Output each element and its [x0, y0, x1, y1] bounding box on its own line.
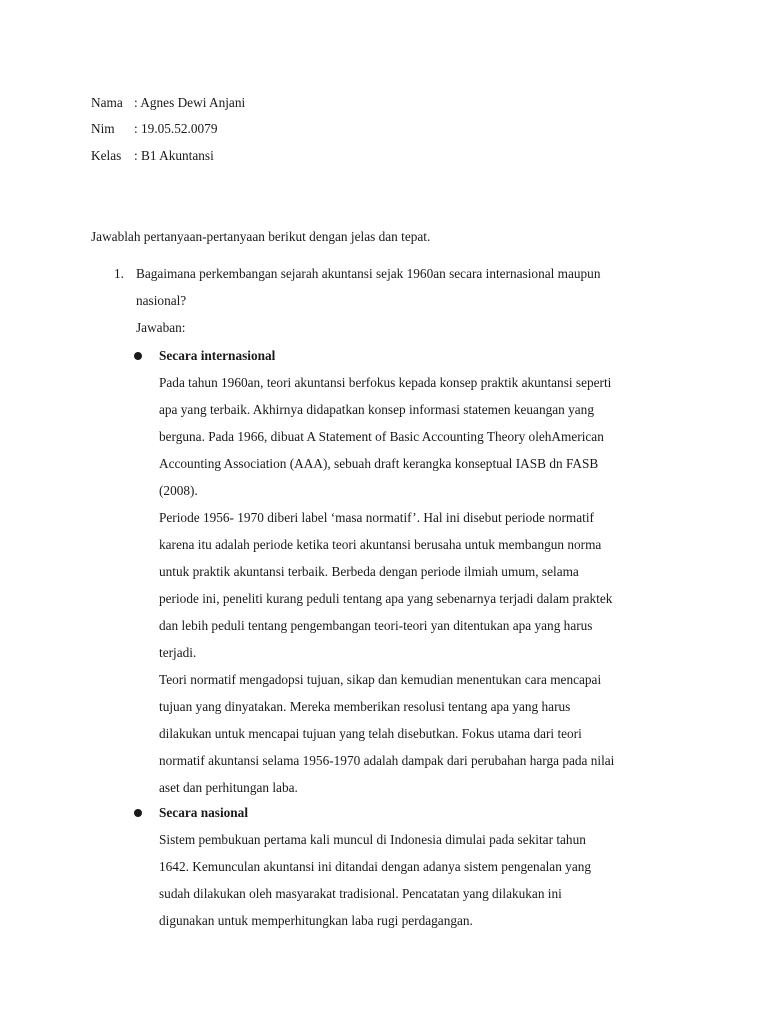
paragraph-line: aset dan perhitungan laba. — [159, 780, 298, 795]
question-line: nasional? — [136, 293, 187, 308]
question-number: 1. — [114, 266, 124, 281]
paragraph-line: normatif akuntansi selama 1956-1970 adalah dampak dari perubahan harga pada nilai — [159, 753, 615, 768]
paragraph-line: Pada tahun 1960an, teori akuntansi berfokus kepada konsep praktik akuntansi seperti — [159, 375, 612, 390]
nim-value: : 19.05.52.0079 — [134, 121, 218, 136]
paragraph-line: terjadi. — [159, 645, 197, 660]
student-class-row — [91, 146, 214, 166]
kelas-value: : B1 Akuntansi — [134, 148, 214, 163]
paragraph-line: karena itu adalah periode ketika teori akuntansi berusaha untuk membangun norma — [159, 537, 602, 552]
name-label: Nama — [91, 95, 123, 110]
paragraph-line: Teori normatif mengadopsi tujuan, sikap dan kemudian menentukan cara mencapai — [159, 672, 602, 687]
paragraph-line: Periode 1956- 1970 diberi label ‘masa normatif’. Hal ini disebut periode normatif — [159, 510, 594, 525]
nim-label: Nim — [91, 121, 115, 136]
section-heading-national: Secara nasional — [159, 805, 249, 820]
student-nim-row — [91, 119, 217, 139]
paragraph-line: dilakukan untuk mencapai tujuan yang telah disebutkan. Fokus utama dari teori — [159, 726, 582, 741]
name-value: : Agnes Dewi Anjani — [134, 95, 246, 110]
paragraph-line: Sistem pembukuan pertama kali muncul di Indonesia dimulai pada sekitar tahun — [159, 832, 586, 847]
paragraph-line: apa yang terbaik. Akhirnya didapatkan konsep informasi statemen keuangan yang — [159, 402, 594, 417]
paragraph-line: digunakan untuk memperhitungkan laba rugi perdagangan. — [159, 913, 473, 928]
paragraph-line: berguna. Pada 1966, dibuat A Statement of Basic Accounting Theory olehAmerican — [159, 429, 604, 444]
section-heading-international: Secara internasional — [159, 348, 276, 363]
question-line: Bagaimana perkembangan sejarah akuntansi sejak 1960an secara internasional maupun — [136, 266, 601, 281]
bullet-icon — [134, 809, 142, 817]
paragraph-line: periode ini, peneliti kurang peduli tentang apa yang sebenarnya terjadi dalam praktek — [159, 591, 613, 606]
paragraph-line: untuk praktik akuntansi terbaik. Berbeda dengan periode ilmiah umum, selama — [159, 564, 579, 579]
paragraph-line: Accounting Association (AAA), sebuah draft kerangka konseptual IASB dn FASB — [159, 456, 599, 471]
paragraph-line: dan lebih peduli tentang pengembangan teori-teori yan ditentukan apa yang harus — [159, 618, 593, 633]
answer-label: Jawaban: — [136, 320, 186, 335]
paragraph-line: tujuan yang dinyatakan. Mereka memberikan resolusi tentang apa yang harus — [159, 699, 571, 714]
kelas-label: Kelas — [91, 148, 122, 163]
paragraph-line: 1642. Kemunculan akuntansi ini ditandai dengan adanya sistem pengenalan yang — [159, 859, 592, 874]
bullet-icon — [134, 352, 142, 360]
instruction-text: Jawablah pertanyaan-pertanyaan berikut dengan jelas dan tepat. — [91, 229, 431, 244]
paragraph-line: (2008). — [159, 483, 198, 498]
student-name-row — [91, 93, 245, 113]
paragraph-line: sudah dilakukan oleh masyarakat tradisional. Pencatatan yang dilakukan ini — [159, 886, 562, 901]
